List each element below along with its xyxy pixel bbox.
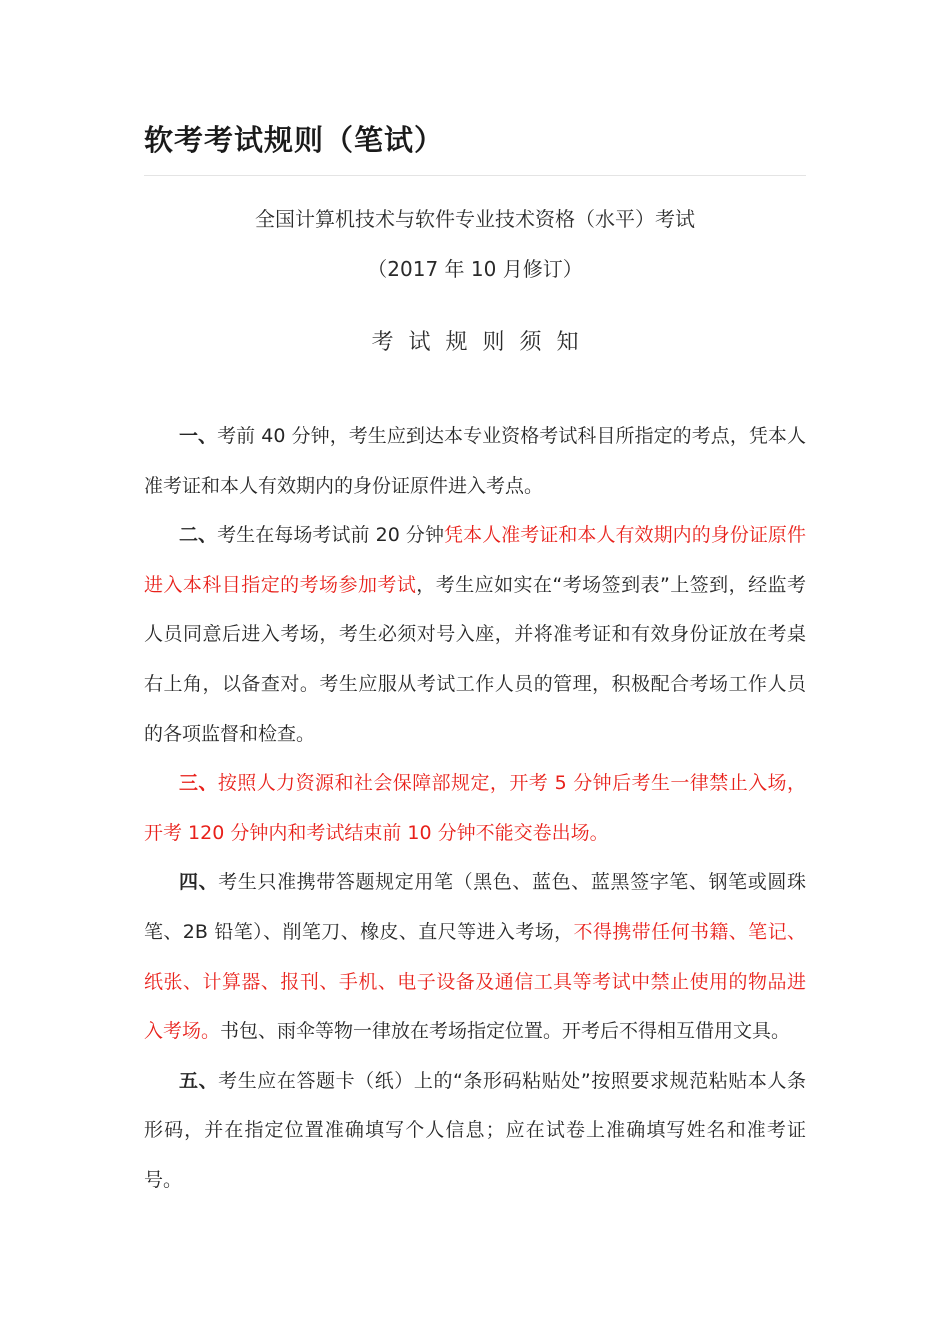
rule-number: 四、 [179, 871, 219, 894]
rule-highlight-text: 按照人力资源和社会保障部规定，开考 5 分钟后考生一律禁止入场，开考 120 分钟内和考试结束前 10 分钟不能交卷出场。 [144, 772, 806, 844]
rule-number: 五、 [179, 1069, 219, 1092]
rule-text: 考生在每场考试前 20 分钟 [217, 524, 445, 547]
rule-text: ，考生应如实在“考场签到表”上签到，经监考人员同意后进入考场，考生必须对号入座，并将准考证和有效身份证放在考桌右上角，以备查对。考生应服从考试工作人员的管理，积极配合考场工作人员的各项监督和检查。 [144, 573, 806, 745]
rule-5 [144, 1057, 806, 1206]
rule-text: 考生只准携带答题规定用笔（黑色、蓝色、蓝黑签字笔、钢笔或圆珠笔、2B 铅笔）、削笔刀、橡皮、直尺等进入考场， [144, 871, 806, 943]
rule-number: 二、 [179, 524, 218, 547]
rules-body [144, 412, 806, 1206]
notice-heading: 考试规则须知 [371, 330, 594, 355]
revision-line: （2017 年 10 月修订） [367, 257, 583, 281]
rule-highlight-text: 不得携带任何书籍、笔记、纸张、计算器、报刊、手机、电子设备及通信工具等考试中禁止使用的物品进入考场。 [144, 920, 806, 1043]
rule-highlight-text: 凭本人准考证和本人有效期内的身份证原件进入本科目指定的考场参加考试 [144, 524, 806, 596]
rule-1 [144, 412, 806, 511]
rule-text: 考生应在答题卡（纸）上的“条形码粘贴处”按照要求规范粘贴本人条形码，并在指定位置准确填写个人信息；应在试卷上准确填写姓名和准考证号。 [144, 1069, 806, 1191]
rule-4 [144, 858, 806, 1056]
title-divider [144, 175, 806, 176]
rule-text: 考前 40 分钟，考生应到达本专业资格考试科目所指定的考点，凭本人准考证和本人有效期内的身份证原件进入考点。 [144, 425, 806, 497]
rule-text: 书包、雨伞等物一律放在考场指定位置。开考后不得相互借用文具。 [220, 1020, 791, 1043]
rule-2 [144, 511, 806, 759]
rule-number: 三、 [179, 772, 218, 795]
organization-line: 全国计算机技术与软件专业技术资格（水平）考试 [255, 207, 695, 231]
page-title: 软考考试规则（笔试） [144, 123, 445, 157]
rule-3 [144, 759, 806, 858]
rule-number: 一、 [179, 425, 218, 447]
